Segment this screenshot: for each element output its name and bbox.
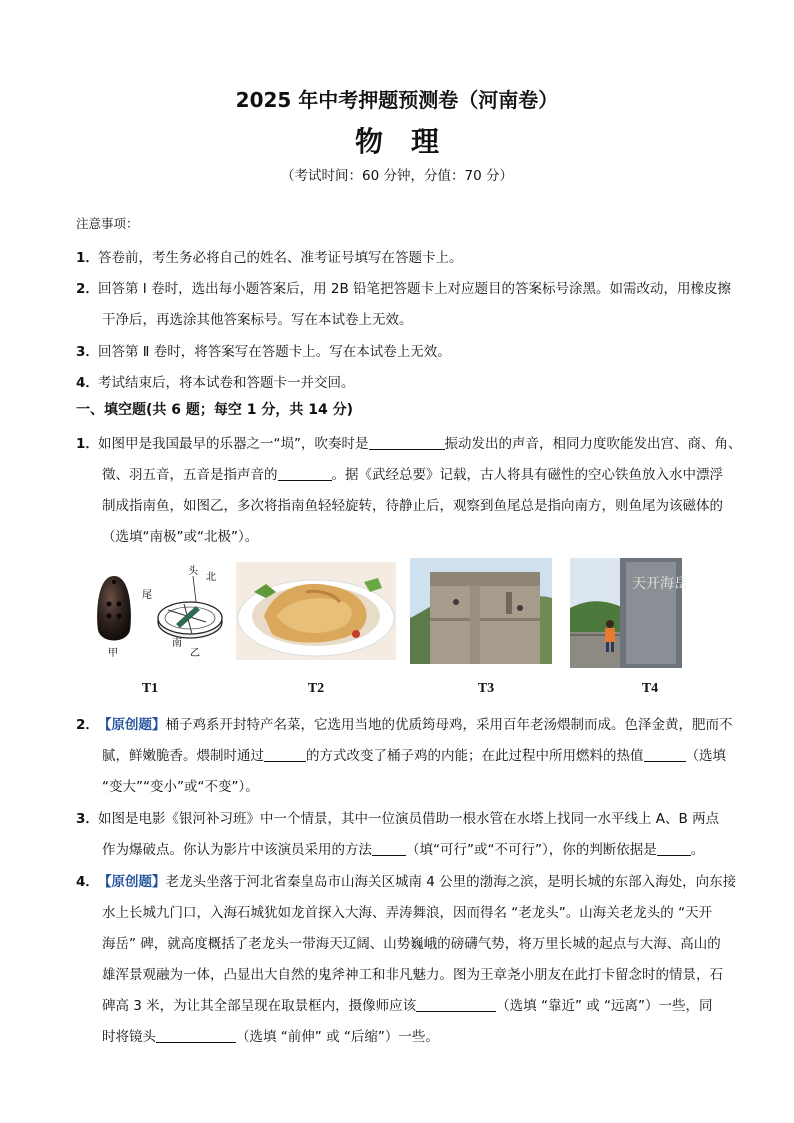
note-text: 考试结束后，将本试卷和答题卡一并交回。 [98, 375, 355, 391]
question-3-line-1 [76, 807, 719, 827]
question-1-line-2 [102, 463, 723, 483]
figure-t1 [84, 558, 234, 662]
answer-blank[interactable] [372, 841, 406, 856]
answer-blank[interactable] [644, 747, 686, 762]
question-4-line-2: 水上长城九门口，入海石城犹如龙首探入大海、弄涛舞浪，因而得名 “老龙头”。山海关老龙头的 “天开 [102, 905, 713, 921]
question-text: 作为爆破点。你认为影片中该演员采用的方法 [102, 842, 372, 858]
figure-caption-t1: T1 [141, 681, 159, 696]
stele-inscription: 天开海岳 [632, 576, 688, 592]
note-text: 回答第 Ⅰ 卷时，选出每小题答案后，用 2B 铅笔把答题卡上对应题目的答案标号涂黑。如需改动，用橡皮擦 [98, 281, 731, 297]
question-text: 。 [690, 842, 705, 858]
note-number: 1． [76, 250, 99, 266]
question-1-line-3: 制成指南鱼，如图乙，多次将指南鱼轻轻旋转，待静止后，观察到鱼尾总是指向南方，则鱼尾为该磁体的 [102, 498, 723, 514]
question-2-line-3: “变大”“变小”或“不变”）。 [102, 779, 259, 795]
answer-blank[interactable] [156, 1028, 236, 1043]
label-nan: 南 [172, 638, 182, 649]
figure-t4-stele-photo [570, 558, 688, 668]
original-tag: 【原创题】 [98, 717, 166, 733]
question-2-line-2 [102, 744, 726, 764]
label-yi: 乙 [190, 648, 200, 659]
question-number: 3． [76, 811, 99, 827]
question-2-line-1 [76, 713, 733, 733]
question-1-line-1 [76, 432, 742, 452]
label-tou: 头 [188, 566, 198, 577]
question-4-line-4: 雄浑景观融为一体，凸显出大自然的鬼斧神工和非凡魅力。图为王章尧小朋友在此打卡留念时的情景，石 [102, 967, 723, 983]
figure-caption-t2: T2 [307, 681, 325, 696]
question-text: 徵、羽五音，五音是指声音的 [102, 467, 278, 483]
label-bei: 北 [206, 572, 216, 583]
figure-caption-t4: T4 [641, 681, 659, 696]
question-number: 4． [76, 874, 99, 890]
xun-instrument-icon [97, 576, 131, 641]
note-text: 回答第 Ⅱ 卷时，将答案写在答题卡上。写在本试卷上无效。 [98, 344, 451, 360]
notes-title: 注意事项： [76, 216, 139, 231]
question-number: 1． [76, 436, 99, 452]
note-item-2-cont: 干净后，再选涂其他答案标号。写在本试卷上无效。 [102, 312, 413, 328]
question-text: 腻，鲜嫩脆香。煨制时通过 [102, 748, 264, 764]
question-4-line-5 [102, 994, 713, 1014]
note-item-4 [76, 371, 355, 391]
question-text: 的方式改变了桶子鸡的内能；在此过程中所用燃料的热值 [306, 748, 644, 764]
note-number: 4． [76, 375, 99, 391]
label-jia: 甲 [108, 648, 118, 659]
note-number: 2． [76, 281, 99, 297]
question-4-line-1 [76, 870, 736, 890]
question-text: 。据《武经总要》记载，古人将具有磁性的空心铁鱼放入水中漂浮 [331, 467, 723, 483]
note-number: 3． [76, 344, 99, 360]
note-text: 答卷前，考生务必将自己的姓名、准考证号填写在答题卡上。 [98, 250, 463, 266]
question-text: （选填 “前伸” 或 “后缩”）一些。 [236, 1029, 439, 1045]
question-text: 时将镜头 [102, 1029, 156, 1045]
subject-title: 物理 [354, 125, 467, 158]
answer-blank[interactable] [416, 997, 496, 1012]
exam-info: （考试时间：60 分钟，分值：70 分） [281, 168, 513, 184]
note-item-3 [76, 340, 451, 360]
question-text: 振动发出的声音，相同力度吹能发出宫、商、角、 [444, 436, 742, 452]
original-tag: 【原创题】 [98, 874, 166, 890]
question-text: （选填 [685, 748, 726, 764]
question-text: 碑高 3 米，为让其全部呈现在取景框内，摄像师应该 [102, 998, 417, 1014]
answer-blank[interactable] [264, 747, 306, 762]
question-text: （填“可行”或“不可行”），你的判断依据是 [406, 842, 657, 858]
label-wei: 尾 [142, 590, 152, 601]
figure-t2-chicken-photo [236, 562, 396, 660]
question-text: 老龙头坐落于河北省秦皇岛市山海关区城南 4 公里的渤海之滨，是明长城的东部入海处，向东接 [165, 874, 737, 890]
question-4-line-6 [102, 1025, 439, 1045]
question-text: （选填 “靠近” 或 “远离”）一些，同 [496, 998, 713, 1014]
note-item-2 [76, 277, 731, 297]
section-heading: 一、填空题(共 6 题；每空 1 分，共 14 分) [76, 402, 354, 418]
compass-bowl-icon [158, 602, 222, 638]
figure-caption-t3: T3 [477, 681, 495, 696]
answer-blank[interactable] [278, 466, 332, 481]
question-text: 桶子鸡系开封特产名菜，它选用当地的优质筠母鸡，采用百年老汤煨制而成。色泽金黄，肥而不 [165, 717, 733, 733]
figure-t3-water-tower-photo [410, 558, 552, 664]
question-1-line-4: （选填“南极”或“北极”）。 [102, 529, 259, 545]
question-4-line-3: 海岳” 碑，就高度概括了老龙头一带海天辽阔、山势巍峨的磅礴气势，将万里长城的起点与大海、高山的 [102, 936, 721, 952]
answer-blank[interactable] [369, 435, 445, 450]
question-3-line-2 [102, 838, 704, 858]
exam-title: 2025 年中考押题预测卷（河南卷） [235, 88, 559, 112]
note-item-1 [76, 246, 463, 266]
question-text: 如图甲是我国最早的乐器之一“埙”，吹奏时是 [98, 436, 369, 452]
question-text: 如图是电影《银河补习班》中一个情景，其中一位演员借助一根水管在水塔上找同一水平线上 A、B 两点 [98, 811, 720, 827]
question-number: 2． [76, 717, 99, 733]
answer-blank[interactable] [657, 841, 691, 856]
